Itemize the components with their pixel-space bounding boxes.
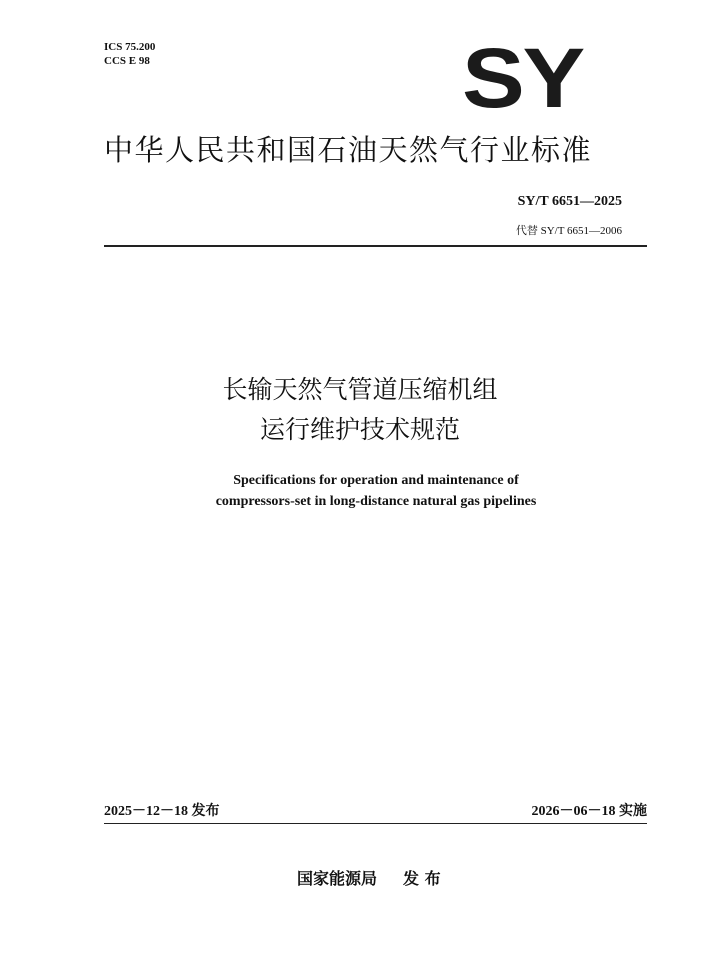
standard-category-title: 中华人民共和国石油天然气行业标准 — [104, 133, 593, 167]
chinese-title-line-2: 运行维护技术规范 — [259, 415, 460, 444]
english-title-line-1: Specifications for operation and maintenance of — [233, 473, 519, 488]
classification-codes — [104, 40, 155, 68]
ccs-code: CCS E 98 — [104, 55, 150, 67]
standard-number: SY/T 6651—2025 — [517, 194, 622, 209]
english-title-line-2: compressors-set in long-distance natural gas pipelines — [215, 494, 537, 509]
english-title — [0, 470, 720, 512]
top-divider — [104, 245, 647, 247]
chinese-title — [0, 370, 720, 450]
sy-logo: SY — [462, 31, 584, 125]
implementation-date: 2026－06－18 实施 — [531, 804, 647, 819]
publisher-name: 国家能源局 — [297, 869, 378, 888]
issue-date: 2025－12－18 发布 — [104, 804, 220, 819]
ics-code: ICS 75.200 — [104, 41, 156, 53]
chinese-title-line-1: 长输天然气管道压缩机组 — [222, 375, 498, 404]
replaces-standard: 代替 SY/T 6651—2006 — [515, 225, 622, 237]
publish-label: 发 布 — [403, 869, 441, 888]
publisher-line — [297, 866, 441, 889]
bottom-divider — [104, 823, 647, 824]
